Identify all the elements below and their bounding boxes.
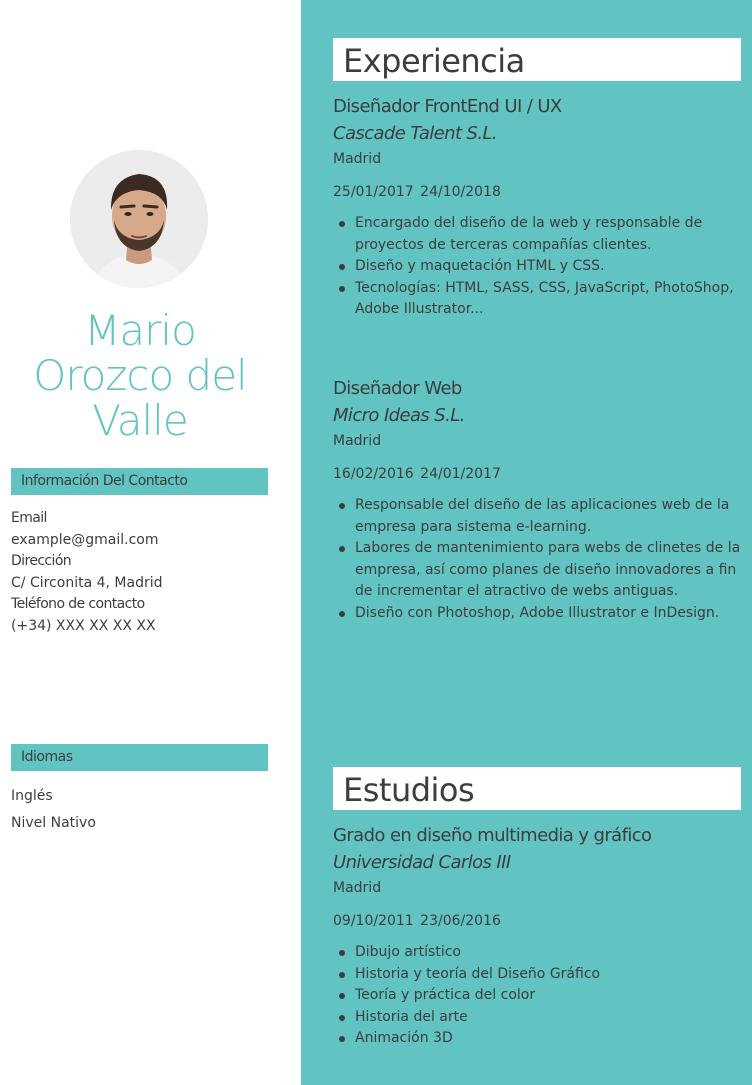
job-company: Micro Ideas S.L. — [333, 405, 465, 426]
email-value[interactable]: example@gmail.com — [11, 531, 159, 548]
language-level: Nivel Nativo — [11, 815, 96, 831]
left-column — [0, 0, 301, 1085]
job-entry — [333, 94, 743, 321]
education-end-date: 23/06/2016 — [420, 913, 501, 929]
profile-name: Mario Orozco del Valle — [33, 306, 247, 445]
list-item: Diseño con Photoshop, Adobe Illustrator e InDesign. — [333, 603, 743, 625]
job-bullets — [333, 495, 743, 624]
list-item: Historia del arte — [333, 1007, 743, 1029]
phone-value: (+34) XXX XX XX XX — [11, 617, 156, 634]
job-end-date: 24/10/2018 — [420, 184, 501, 200]
job-end-date: 24/01/2017 — [420, 466, 501, 482]
phone-label: Teléfono de contacto — [11, 596, 145, 613]
list-item: Historia y teoría del Diseño Gráfico — [333, 964, 743, 986]
list-item: Tecnologías: HTML, SASS, CSS, JavaScript, PhotoShop, Adobe Illustrator... — [333, 278, 743, 321]
degree-title: Grado en diseño multimedia y gráfico — [333, 825, 652, 846]
list-item: Animación 3D — [333, 1028, 743, 1050]
languages-heading: Idiomas — [11, 744, 268, 771]
list-item: Teoría y práctica del color — [333, 985, 743, 1007]
list-item: Encargado del diseño de la web y responsable de proyectos de terceras compañías clientes. — [333, 213, 743, 256]
education-start-date: 09/10/2011 — [333, 913, 414, 929]
job-city: Madrid — [333, 433, 382, 449]
education-dates — [333, 910, 743, 932]
address-label: Dirección — [11, 553, 72, 570]
list-item: Labores de mantenimiento para webs de clinetes de la empresa, así como planes de diseño innovadores a fin de incrementar el atractivo de webs antiguas. — [333, 538, 743, 603]
job-title: Diseñador FrontEnd UI / UX — [333, 96, 562, 117]
language-item: Inglés — [11, 788, 53, 804]
languages-list — [11, 783, 96, 837]
email-label: Email — [11, 510, 47, 526]
avatar — [70, 150, 208, 288]
job-city: Madrid — [333, 151, 382, 167]
job-title: Diseñador Web — [333, 378, 462, 399]
job-start-date: 25/01/2017 — [333, 184, 414, 200]
job-dates — [333, 463, 743, 485]
experience-heading: Experiencia — [333, 38, 741, 81]
contact-info — [11, 508, 162, 638]
list-item: Diseño y maquetación HTML y CSS. — [333, 256, 743, 278]
education-heading: Estudios — [333, 767, 741, 810]
job-dates — [333, 181, 743, 203]
contact-heading: Información Del Contacto — [11, 468, 268, 495]
education-entry — [333, 823, 743, 1050]
education-bullets — [333, 942, 743, 1050]
job-start-date: 16/02/2016 — [333, 466, 414, 482]
person-portrait-icon — [70, 150, 208, 288]
school-city: Madrid — [333, 880, 382, 896]
list-item: Responsable del diseño de las aplicaciones web de la empresa para sistema e-learning. — [333, 495, 743, 538]
school-name: Universidad Carlos III — [333, 852, 511, 873]
job-bullets — [333, 213, 743, 321]
job-company: Cascade Talent S.L. — [333, 123, 498, 144]
list-item: Dibujo artístico — [333, 942, 743, 964]
address-value: C/ Circonita 4, Madrid — [11, 574, 163, 591]
job-entry — [333, 376, 743, 624]
